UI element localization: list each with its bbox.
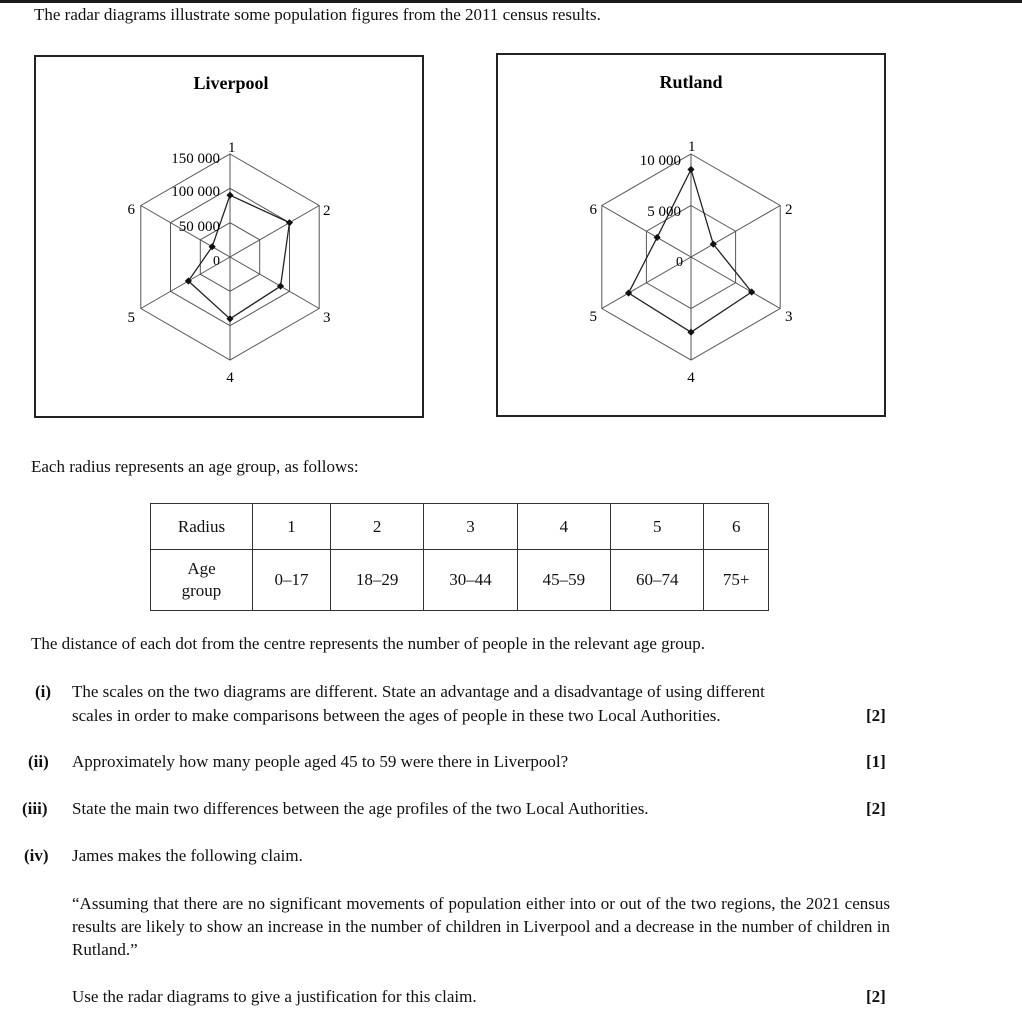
liverpool-radar [36, 57, 422, 416]
table-cell: 3 [424, 504, 517, 550]
table-cell: 18–29 [330, 550, 423, 611]
question-number-iii: (iii) [22, 799, 48, 818]
table-intro: Each radius represents an age group, as follows: [31, 457, 359, 476]
question-text-iv [72, 844, 890, 868]
radius-line-2 [230, 206, 319, 258]
header-line: group [181, 581, 222, 600]
table-cell: 2 [330, 504, 423, 550]
radius-label-1: 1 [688, 139, 696, 155]
question-line: scales in order to make comparisons between the ages of people in these two Local Authorities. [72, 706, 721, 725]
question-text-ii [72, 750, 890, 774]
rutland-title: Rutland [659, 72, 723, 92]
table-cell: 45–59 [517, 550, 610, 611]
data-point-6 [654, 234, 661, 241]
question-final-line: Use the radar diagrams to give a justification for this claim. [72, 987, 477, 1006]
data-point-3 [277, 283, 284, 290]
liverpool-title: Liverpool [193, 73, 269, 93]
data-point-2 [286, 219, 293, 226]
scale-label-0: 0 [213, 254, 220, 269]
table-cell: 5 [611, 504, 704, 550]
radius-label-6: 6 [589, 202, 597, 218]
table-cell: 1 [252, 504, 330, 550]
radius-label-5: 5 [589, 309, 597, 325]
scale-label-10000: 10 000 [639, 153, 681, 169]
scale-label-150000: 150 000 [171, 151, 220, 167]
question-number-ii: (ii) [28, 752, 49, 771]
radius-label-2: 2 [323, 203, 331, 219]
marks-i: [2] [866, 706, 886, 725]
age-group-table [150, 503, 769, 611]
radius-label-6: 6 [127, 202, 135, 218]
radius-line-3 [230, 257, 319, 309]
question-text-iii [72, 797, 890, 821]
data-point-5 [625, 289, 632, 296]
table-cell: 60–74 [611, 550, 704, 611]
scale-label-5000: 5 000 [647, 204, 681, 220]
radius-label-3: 3 [785, 309, 793, 325]
marks-ii: [1] [866, 752, 886, 771]
data-point-4 [687, 329, 694, 336]
liverpool-chart-box [34, 55, 424, 418]
data-point-1 [226, 192, 233, 199]
table-cell: 30–44 [424, 550, 517, 611]
table-cell: 6 [704, 504, 769, 550]
question-line: James makes the following claim. [72, 846, 303, 865]
top-rule [0, 0, 1022, 3]
description-text: The distance of each dot from the centre represents the number of people in the relevant age group. [31, 634, 706, 653]
table-cell: 75+ [704, 550, 769, 611]
marks-iv: [2] [866, 987, 886, 1006]
data-point-1 [687, 166, 694, 173]
question-line: The scales on the two diagrams are different. State an advantage and a disadvantage of using different [72, 682, 765, 701]
radius-label-5: 5 [127, 310, 135, 326]
radius-label-4: 4 [687, 370, 695, 386]
radius-label-3: 3 [323, 310, 331, 326]
scale-label-100000: 100 000 [171, 184, 220, 200]
question-line: State the main two differences between the age profiles of the two Local Authorities. [72, 799, 649, 818]
table-header-age-group [151, 550, 253, 611]
table-cell: 4 [517, 504, 610, 550]
scale-label-50000: 50 000 [178, 219, 220, 235]
age-group-row [151, 550, 769, 611]
radius-label-4: 4 [226, 370, 234, 386]
radius-label-2: 2 [785, 202, 793, 218]
marks-iii: [2] [866, 799, 886, 818]
table-cell: Radius [151, 504, 253, 550]
quoted-claim: “Assuming that there are no significant movements of population either into or out of the two regions, the 2021 census results are likely to show an increase in the number of children in Liverpool and a decrease in the number of children in Rutland.” [72, 894, 890, 959]
scale-label-0: 0 [676, 255, 683, 270]
rutland-chart-box [496, 53, 886, 417]
radius-label-1: 1 [228, 140, 236, 156]
table-cell: 0–17 [252, 550, 330, 611]
rutland-radar [498, 55, 884, 415]
header-line: Age [187, 559, 216, 578]
radius-row [151, 504, 769, 550]
intro-text: The radar diagrams illustrate some population figures from the 2011 census results. [34, 5, 601, 24]
question-line: Approximately how many people aged 45 to 59 were there in Liverpool? [72, 752, 569, 771]
question-number-iv: (iv) [24, 846, 49, 865]
question-text-i [72, 680, 890, 728]
question-number-i: (i) [35, 682, 52, 701]
